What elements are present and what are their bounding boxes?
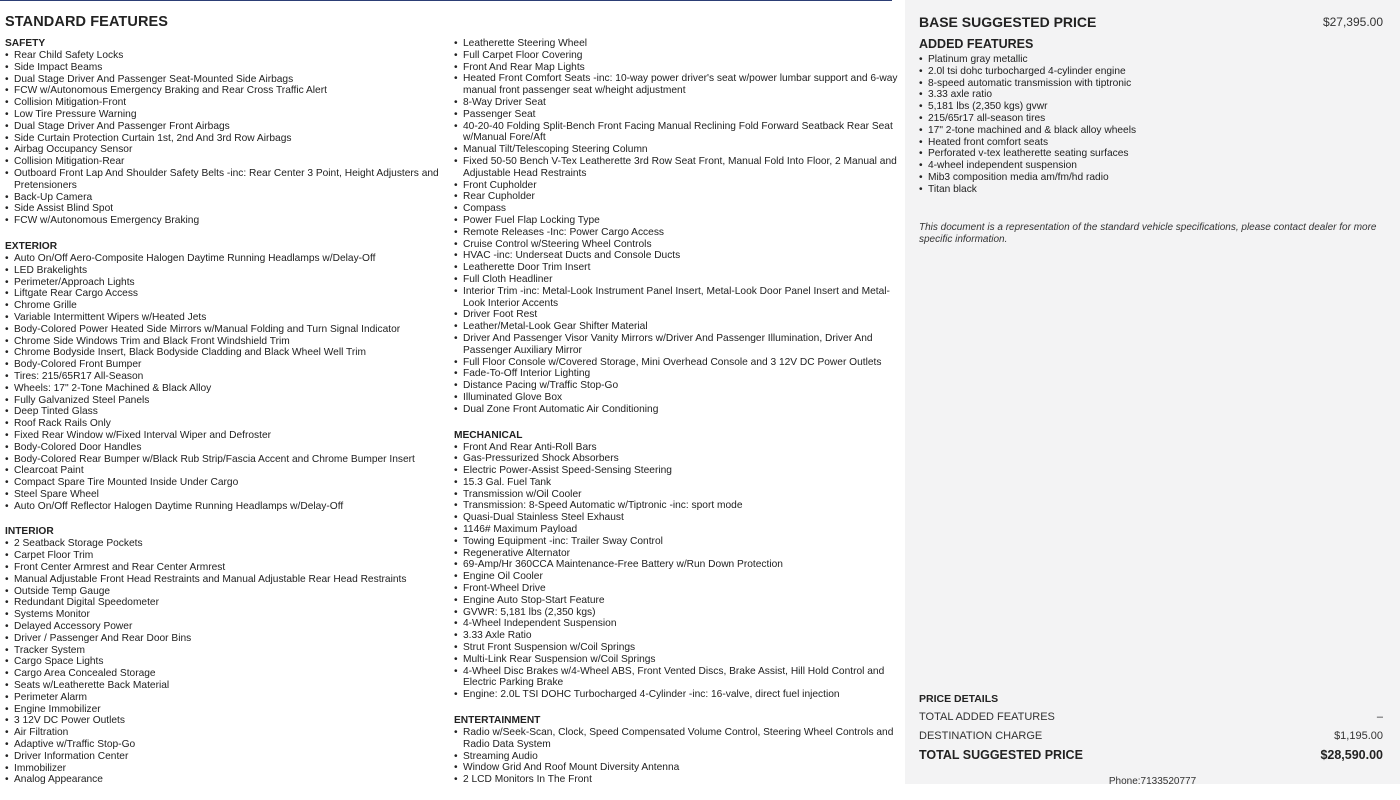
feature-item: • Adaptive w/Traffic Stop-Go bbox=[5, 739, 442, 751]
section-heading: INTERIOR bbox=[5, 526, 54, 538]
feature-item: • Outboard Front Lap And Shoulder Safety Belts -inc: Rear Center 3 Point, Height Adjusters and Pretensioners bbox=[5, 168, 442, 192]
feature-list bbox=[5, 538, 445, 786]
feature-item: • Distance Pacing w/Traffic Stop-Go bbox=[454, 380, 899, 392]
feature-item: • Side Impact Beams bbox=[5, 62, 442, 74]
added-features-heading: ADDED FEATURES bbox=[919, 37, 1034, 51]
feature-item: • Analog Appearance bbox=[5, 774, 442, 786]
dealer-phone: Phone:7133520777 bbox=[1108, 776, 1197, 787]
feature-item: • Air Filtration bbox=[5, 727, 442, 739]
feature-item: • Front And Rear Map Lights bbox=[454, 62, 899, 74]
feature-item: • Front Cupholder bbox=[454, 180, 899, 192]
section-interior bbox=[5, 526, 445, 786]
section-heading: MECHANICAL bbox=[454, 429, 523, 441]
feature-item: • Driver Information Center bbox=[5, 751, 442, 763]
section-interior-continued bbox=[454, 38, 898, 416]
feature-item: • Fixed Rear Window w/Fixed Interval Wiper and Defroster bbox=[5, 430, 442, 442]
feature-item: • Deep Tinted Glass bbox=[5, 406, 442, 418]
feature-item: • Transmission w/Oil Cooler bbox=[454, 489, 899, 501]
feature-item: • Carpet Floor Trim bbox=[5, 550, 442, 562]
feature-list bbox=[5, 253, 445, 513]
total-suggested-price-row bbox=[919, 748, 1383, 762]
price-details-heading: PRICE DETAILS bbox=[919, 693, 999, 705]
total-added-features-row bbox=[919, 711, 1383, 723]
pricing-panel bbox=[905, 0, 1400, 787]
feature-item: • FCW w/Autonomous Emergency Braking bbox=[5, 215, 442, 227]
feature-list bbox=[454, 727, 894, 786]
feature-item: • Side Assist Blind Spot bbox=[5, 203, 442, 215]
destination-charge-value: $1,195.00 bbox=[1334, 730, 1383, 742]
feature-item: • Strut Front Suspension w/Coil Springs bbox=[454, 642, 899, 654]
section-entertainment bbox=[454, 715, 894, 786]
feature-item: • Wheels: 17" 2-Tone Machined & Black Alloy bbox=[5, 383, 442, 395]
feature-item: • Engine Oil Cooler bbox=[454, 571, 899, 583]
feature-item: • Dual Stage Driver And Passenger Front Airbags bbox=[5, 121, 442, 133]
feature-item: • Tracker System bbox=[5, 645, 442, 657]
feature-item: • 4-wheel independent suspension bbox=[919, 160, 1389, 172]
base-price-value: $27,395.00 bbox=[1322, 15, 1383, 29]
feature-item: • Radio w/Seek-Scan, Clock, Speed Compensated Volume Control, Steering Wheel Controls and Radio Data System bbox=[454, 727, 899, 751]
feature-item: • Systems Monitor bbox=[5, 609, 442, 621]
feature-item: • Body-Colored Door Handles bbox=[5, 442, 442, 454]
feature-item: • Compass bbox=[454, 203, 899, 215]
top-rule bbox=[0, 0, 892, 1]
feature-item: • Power Fuel Flap Locking Type bbox=[454, 215, 899, 227]
feature-item: • Liftgate Rear Cargo Access bbox=[5, 288, 442, 300]
disclaimer-text: This document is a representation of the standard vehicle specifications, please contact dealer for more specific information. bbox=[919, 222, 1377, 245]
section-safety bbox=[5, 38, 445, 227]
feature-item: • Towing Equipment -inc: Trailer Sway Control bbox=[454, 536, 899, 548]
feature-item: • Collision Mitigation-Front bbox=[5, 97, 442, 109]
feature-item: • Chrome Grille bbox=[5, 300, 442, 312]
feature-item: • Driver And Passenger Visor Vanity Mirrors w/Driver And Passenger Illumination, Driver And Passenger Auxiliary Mirror bbox=[454, 333, 899, 357]
feature-item: • 3 12V DC Power Outlets bbox=[5, 715, 442, 727]
feature-item: • Side Curtain Protection Curtain 1st, 2nd And 3rd Row Airbags bbox=[5, 133, 442, 145]
feature-item: • Remote Releases -Inc: Power Cargo Access bbox=[454, 227, 899, 239]
feature-item: • Rear Child Safety Locks bbox=[5, 50, 442, 62]
feature-list bbox=[5, 50, 445, 227]
feature-list bbox=[454, 38, 898, 416]
feature-item: • Collision Mitigation-Rear bbox=[5, 156, 442, 168]
feature-item: • Leather/Metal-Look Gear Shifter Material bbox=[454, 321, 899, 333]
total-suggested-price-label: TOTAL SUGGESTED PRICE bbox=[919, 748, 1083, 762]
feature-item: • Outside Temp Gauge bbox=[5, 586, 442, 598]
feature-item: • Rear Cupholder bbox=[454, 191, 899, 203]
feature-item: • LED Brakelights bbox=[5, 265, 442, 277]
feature-item: • 1146# Maximum Payload bbox=[454, 524, 899, 536]
feature-item: • Auto On/Off Aero-Composite Halogen Daytime Running Headlamps w/Delay-Off bbox=[5, 253, 442, 265]
feature-item: • Clearcoat Paint bbox=[5, 465, 442, 477]
feature-item: • Multi-Link Rear Suspension w/Coil Springs bbox=[454, 654, 899, 666]
feature-item: • Chrome Bodyside Insert, Black Bodyside Cladding and Black Wheel Well Trim bbox=[5, 347, 442, 359]
feature-item: • Engine Auto Stop-Start Feature bbox=[454, 595, 899, 607]
feature-item: • Gas-Pressurized Shock Absorbers bbox=[454, 453, 899, 465]
feature-item: • Low Tire Pressure Warning bbox=[5, 109, 442, 121]
feature-item: • Full Carpet Floor Covering bbox=[454, 50, 899, 62]
feature-item: • 3.33 Axle Ratio bbox=[454, 630, 899, 642]
feature-item: • Full Cloth Headliner bbox=[454, 274, 899, 286]
section-heading: ENTERTAINMENT bbox=[454, 715, 541, 727]
feature-item: • Tires: 215/65R17 All-Season bbox=[5, 371, 442, 383]
feature-item: • Delayed Accessory Power bbox=[5, 621, 442, 633]
feature-item: • Steel Spare Wheel bbox=[5, 489, 442, 501]
added-features-list bbox=[919, 54, 1389, 196]
feature-item: • Leatherette Steering Wheel bbox=[454, 38, 899, 50]
feature-item: • 15.3 Gal. Fuel Tank bbox=[454, 477, 899, 489]
base-price-title: BASE SUGGESTED PRICE bbox=[919, 14, 1097, 30]
feature-item: • Immobilizer bbox=[5, 763, 442, 775]
feature-item: • Fully Galvanized Steel Panels bbox=[5, 395, 442, 407]
feature-item: • Perforated v-tex leatherette seating surfaces bbox=[919, 148, 1389, 160]
feature-item: • Front-Wheel Drive bbox=[454, 583, 899, 595]
feature-item: • Interior Trim -inc: Metal-Look Instrument Panel Insert, Metal-Look Door Panel Insert and Metal-Look Interior Accents bbox=[454, 286, 899, 310]
features-column-1 bbox=[5, 38, 445, 800]
feature-item: • Heated front comfort seats bbox=[919, 137, 1389, 149]
feature-item: • Transmission: 8-Speed Automatic w/Tiptronic -inc: sport mode bbox=[454, 500, 899, 512]
feature-item: • 4-Wheel Independent Suspension bbox=[454, 618, 899, 630]
feature-item: • 2 Seatback Storage Pockets bbox=[5, 538, 442, 550]
feature-list bbox=[454, 442, 894, 702]
feature-item: • Streaming Audio bbox=[454, 751, 899, 763]
feature-item: • 5,181 lbs (2,350 kgs) gvwr bbox=[919, 101, 1389, 113]
feature-item: • Body-Colored Power Heated Side Mirrors w/Manual Folding and Turn Signal Indicator bbox=[5, 324, 442, 336]
destination-charge-row bbox=[919, 730, 1383, 742]
feature-item: • Front Center Armrest and Rear Center Armrest bbox=[5, 562, 442, 574]
feature-item: • GVWR: 5,181 lbs (2,350 kgs) bbox=[454, 607, 899, 619]
feature-item: • Passenger Seat bbox=[454, 109, 899, 121]
feature-item: • FCW w/Autonomous Emergency Braking and Rear Cross Traffic Alert bbox=[5, 85, 442, 97]
feature-item: • Redundant Digital Speedometer bbox=[5, 597, 442, 609]
feature-item: • Regenerative Alternator bbox=[454, 548, 899, 560]
feature-item: • Body-Colored Rear Bumper w/Black Rub Strip/Fascia Accent and Chrome Bumper Insert bbox=[5, 454, 442, 466]
feature-item: • Mib3 composition media am/fm/hd radio bbox=[919, 172, 1389, 184]
section-heading: EXTERIOR bbox=[5, 240, 58, 252]
feature-item: • HVAC -inc: Underseat Ducts and Console Ducts bbox=[454, 250, 899, 262]
feature-item: • 69-Amp/Hr 360CCA Maintenance-Free Battery w/Run Down Protection bbox=[454, 559, 899, 571]
feature-item: • Driver Foot Rest bbox=[454, 309, 899, 321]
feature-item: • 215/65r17 all-season tires bbox=[919, 113, 1389, 125]
features-column-2 bbox=[454, 38, 898, 800]
feature-item: • Heated Front Comfort Seats -inc: 10-way power driver's seat w/power lumbar support and 6-way manual front passenger seat w/height adjustment bbox=[454, 73, 899, 97]
feature-item: • Manual Tilt/Telescoping Steering Column bbox=[454, 144, 899, 156]
total-suggested-price-value: $28,590.00 bbox=[1320, 748, 1383, 762]
feature-item: • Body-Colored Front Bumper bbox=[5, 359, 442, 371]
feature-item: • Leatherette Door Trim Insert bbox=[454, 262, 899, 274]
feature-item: • Engine Immobilizer bbox=[5, 704, 442, 716]
feature-item: • 3.33 axle ratio bbox=[919, 89, 1389, 101]
feature-item: • Quasi-Dual Stainless Steel Exhaust bbox=[454, 512, 899, 524]
feature-item: • 8-speed automatic transmission with tiptronic bbox=[919, 78, 1389, 90]
feature-item: • Perimeter/Approach Lights bbox=[5, 277, 442, 289]
feature-item: • Dual Stage Driver And Passenger Seat-Mounted Side Airbags bbox=[5, 74, 442, 86]
feature-item: • Fixed 50-50 Bench V-Tex Leatherette 3rd Row Seat Front, Manual Fold Into Floor, 2 Manual and Adjustable Head Restraints bbox=[454, 156, 899, 180]
feature-item: • Roof Rack Rails Only bbox=[5, 418, 442, 430]
feature-item: • Airbag Occupancy Sensor bbox=[5, 144, 442, 156]
feature-item: • Electric Power-Assist Speed-Sensing Steering bbox=[454, 465, 899, 477]
feature-item: • Dual Zone Front Automatic Air Conditioning bbox=[454, 404, 899, 416]
feature-item: • Window Grid And Roof Mount Diversity Antenna bbox=[454, 762, 899, 774]
feature-item: • Compact Spare Tire Mounted Inside Under Cargo bbox=[5, 477, 442, 489]
feature-item: • Cargo Area Concealed Storage bbox=[5, 668, 442, 680]
feature-item: • Driver / Passenger And Rear Door Bins bbox=[5, 633, 442, 645]
feature-item: • 2.0l tsi dohc turbocharged 4-cylinder engine bbox=[919, 66, 1389, 78]
feature-item: • Cargo Space Lights bbox=[5, 656, 442, 668]
feature-item: • Titan black bbox=[919, 184, 1389, 196]
destination-charge-label: DESTINATION CHARGE bbox=[919, 730, 1043, 742]
feature-item: • 40-20-40 Folding Split-Bench Front Facing Manual Reclining Fold Forward Seatback Rear Seat w/Manual Fore/Aft bbox=[454, 121, 899, 145]
feature-item: • Engine: 2.0L TSI DOHC Turbocharged 4-Cylinder -inc: 16-valve, direct fuel injection bbox=[454, 689, 899, 701]
feature-item: • Perimeter Alarm bbox=[5, 692, 442, 704]
feature-item: • 17" 2-tone machined and & black alloy wheels bbox=[919, 125, 1389, 137]
section-exterior bbox=[5, 241, 445, 513]
feature-item: • Front And Rear Anti-Roll Bars bbox=[454, 442, 899, 454]
feature-item: • Seats w/Leatherette Back Material bbox=[5, 680, 442, 692]
feature-item: • Auto On/Off Reflector Halogen Daytime Running Headlamps w/Delay-Off bbox=[5, 501, 442, 513]
standard-features-title: STANDARD FEATURES bbox=[5, 14, 169, 30]
section-heading: SAFETY bbox=[5, 38, 46, 49]
feature-item: • Platinum gray metallic bbox=[919, 54, 1389, 66]
feature-item: • Illuminated Glove Box bbox=[454, 392, 899, 404]
feature-item: • 8-Way Driver Seat bbox=[454, 97, 899, 109]
feature-item: • 4-Wheel Disc Brakes w/4-Wheel ABS, Front Vented Discs, Brake Assist, Hill Hold Control and Electric Parking Brake bbox=[454, 666, 899, 690]
feature-item: • Back-Up Camera bbox=[5, 192, 442, 204]
feature-item: • Chrome Side Windows Trim and Black Front Windshield Trim bbox=[5, 336, 442, 348]
feature-item: • 2 LCD Monitors In The Front bbox=[454, 774, 899, 786]
feature-item: • Variable Intermittent Wipers w/Heated Jets bbox=[5, 312, 442, 324]
section-mechanical bbox=[454, 430, 894, 702]
feature-item: • Cruise Control w/Steering Wheel Controls bbox=[454, 239, 899, 251]
feature-item: • Full Floor Console w/Covered Storage, Mini Overhead Console and 3 12V DC Power Outlets bbox=[454, 357, 899, 369]
feature-item: • Manual Adjustable Front Head Restraints and Manual Adjustable Rear Head Restraints bbox=[5, 574, 442, 586]
feature-item: • Fade-To-Off Interior Lighting bbox=[454, 368, 899, 380]
total-added-features-value: – bbox=[1376, 711, 1383, 723]
total-added-features-label: TOTAL ADDED FEATURES bbox=[919, 711, 1055, 723]
